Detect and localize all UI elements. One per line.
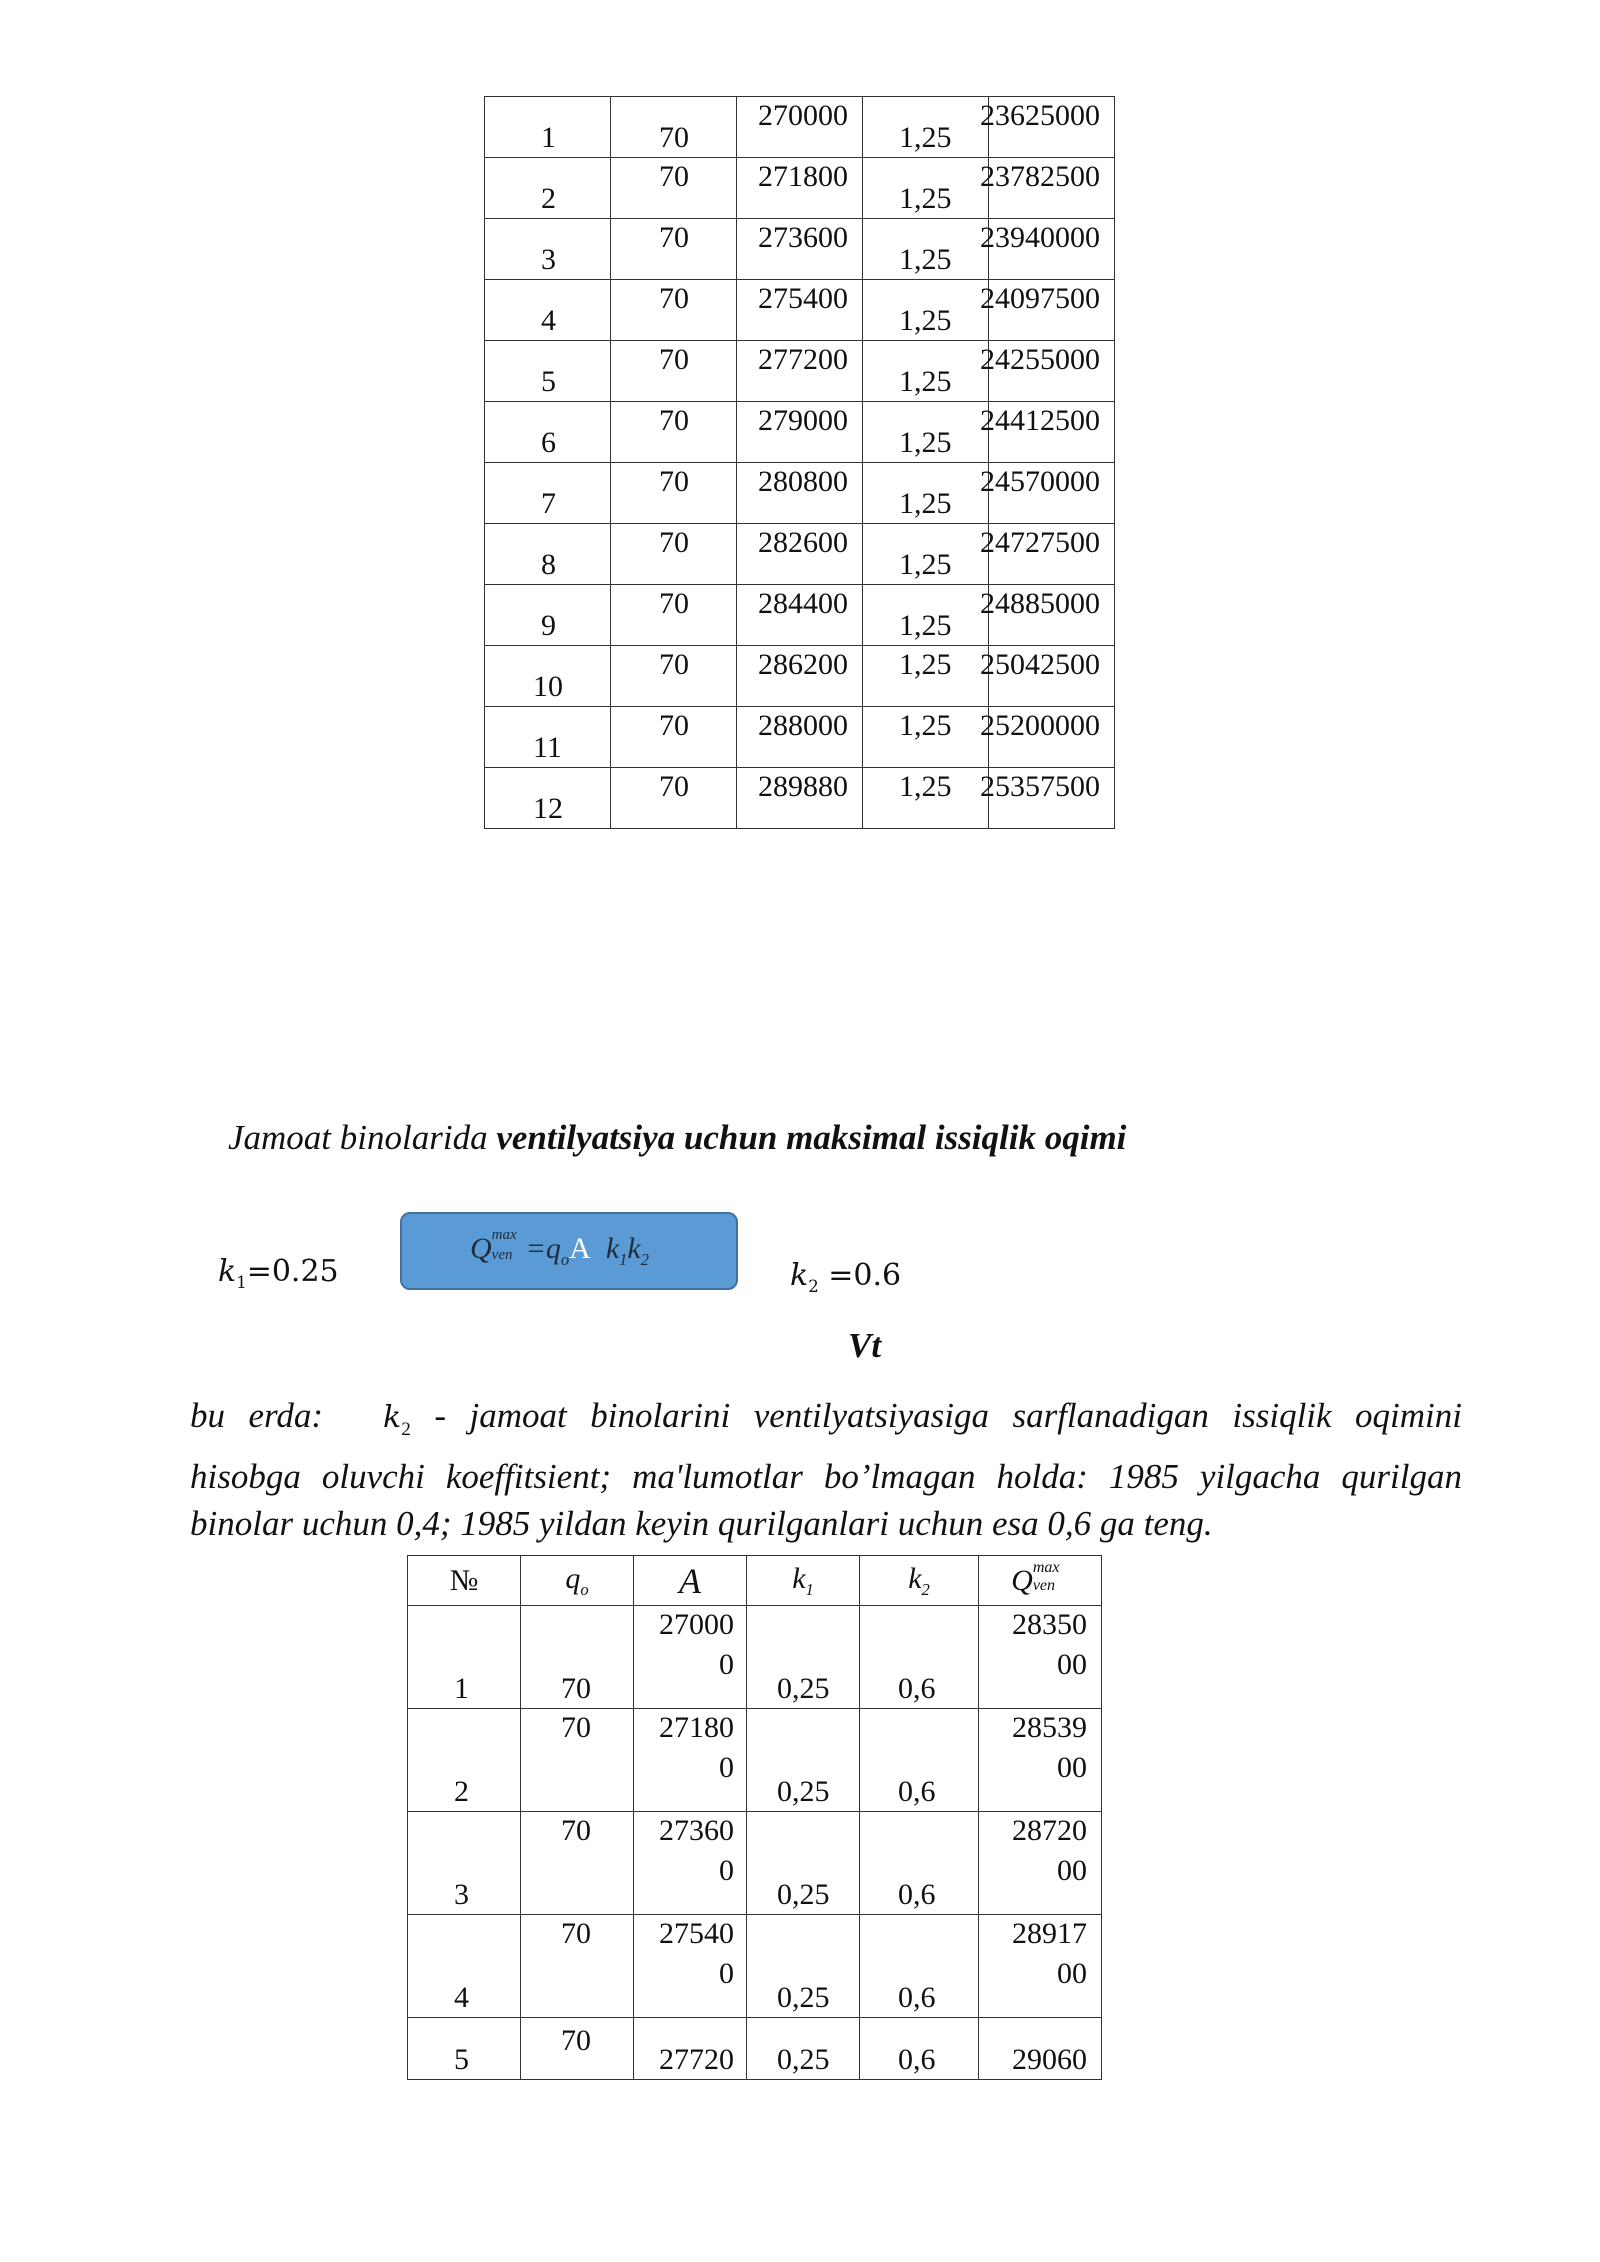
table1-value-a: 275400 — [758, 282, 848, 315]
calculation-table-2 — [407, 1555, 1102, 2080]
table1-value-v: 24255000 — [980, 343, 1100, 376]
table1-cell-v — [980, 768, 1115, 829]
table1-cell-a — [737, 97, 863, 158]
table2-row — [408, 1606, 1102, 1709]
table2-value-k1: 0,25 — [777, 1878, 830, 1911]
header-area: A — [634, 1556, 747, 1606]
table1-value-n: 2 — [541, 182, 556, 215]
table2-cell — [979, 1709, 1102, 1812]
table2-cell — [408, 1812, 521, 1915]
table1-cell-v — [980, 97, 1115, 158]
formula-k2-symbol: k — [627, 1232, 641, 1265]
table1-value-k: 1,25 — [899, 709, 952, 742]
table2-value-k2: 0,6 — [898, 2043, 936, 2076]
table2-cell — [408, 1915, 521, 2018]
table1-row — [485, 158, 1115, 219]
table2-cell — [747, 1812, 860, 1915]
table1-cell-a — [737, 402, 863, 463]
table1-value-v: 23940000 — [980, 221, 1100, 254]
formula-equals-q: =q — [525, 1232, 561, 1265]
table2-cell — [747, 1915, 860, 2018]
table2-value-v2: 00 — [1057, 1751, 1087, 1784]
table1-value-a: 284400 — [758, 587, 848, 620]
table2-value-k1: 0,25 — [777, 1672, 830, 1705]
table1-cell-v — [980, 707, 1115, 768]
table2-value-v2: 00 — [1057, 1957, 1087, 1990]
table1-value-n: 1 — [541, 121, 556, 154]
table1-value-n: 9 — [541, 609, 556, 642]
table1-value-n: 11 — [533, 731, 562, 764]
table2-value-v1: 28917 — [1012, 1917, 1087, 1950]
table1-cell-q — [611, 341, 737, 402]
table1-cell-v — [980, 585, 1115, 646]
table1-cell-v — [980, 463, 1115, 524]
table1-cell-a — [737, 768, 863, 829]
table1-value-a: 271800 — [758, 160, 848, 193]
table1-cell-k — [863, 768, 989, 829]
table1-cell-n — [485, 463, 611, 524]
table2-value-n: 1 — [454, 1672, 469, 1705]
header-k1 — [747, 1556, 860, 1606]
table1-value-n: 8 — [541, 548, 556, 581]
vt-label: Vt — [848, 1326, 882, 1365]
table2-value-k2: 0,6 — [898, 1775, 936, 1808]
table2-value-k1: 0,25 — [777, 1981, 830, 2014]
table2-value-v2: 00 — [1057, 1854, 1087, 1887]
table2-cell — [860, 2018, 979, 2080]
table1-cell-a — [737, 219, 863, 280]
table1-cell-n — [485, 402, 611, 463]
formula-k1-symbol: k — [605, 1232, 620, 1265]
table1-cell-q — [611, 402, 737, 463]
table2-value-a2: 0 — [719, 1854, 734, 1887]
table1-value-v: 24097500 — [980, 282, 1100, 315]
table2-cell — [408, 1709, 521, 1812]
table1-cell-n — [485, 158, 611, 219]
table1-value-n: 6 — [541, 426, 556, 459]
table1-row — [485, 463, 1115, 524]
table1-value-k: 1,25 — [899, 770, 952, 803]
table1-value-v: 24727500 — [980, 526, 1100, 559]
table2-value-a1: 27360 — [659, 1814, 734, 1847]
table1-cell-q — [611, 524, 737, 585]
table1-value-q: 70 — [659, 160, 689, 193]
table2-value-k2: 0,6 — [898, 1878, 936, 1911]
calculation-table-1 — [484, 96, 1115, 829]
table1-value-v: 24412500 — [980, 404, 1100, 437]
formula-q-superscript: max — [491, 1227, 517, 1243]
table1-value-n: 12 — [533, 792, 563, 825]
paragraph-lead: bu erda: — [190, 1396, 324, 1435]
header-k1-symbol: k — [792, 1561, 806, 1595]
table1-cell-q — [611, 280, 737, 341]
table1-cell-n — [485, 585, 611, 646]
table1-value-q: 70 — [659, 526, 689, 559]
table2-value-n: 4 — [454, 1981, 469, 2014]
table1-row — [485, 280, 1115, 341]
table2-cell — [860, 1709, 979, 1812]
table2-row — [408, 2018, 1102, 2080]
table1-value-q: 70 — [659, 282, 689, 315]
table1-value-a: 273600 — [758, 221, 848, 254]
table1-cell-k — [863, 585, 989, 646]
table1-row — [485, 524, 1115, 585]
header-number: № — [408, 1556, 521, 1606]
table1-cell-a — [737, 646, 863, 707]
table2-value-q: 70 — [561, 1917, 591, 1950]
table1-cell-q — [611, 585, 737, 646]
table2-cell — [634, 1915, 747, 2018]
table2-cell — [979, 2018, 1102, 2080]
table1-value-a: 280800 — [758, 465, 848, 498]
formula-q-symbol: Q — [470, 1232, 492, 1265]
table1-cell-k — [863, 280, 989, 341]
table1-value-v: 24570000 — [980, 465, 1100, 498]
table1-cell-n — [485, 219, 611, 280]
table1-cell-k — [863, 646, 989, 707]
table1-value-a: 279000 — [758, 404, 848, 437]
header-q-subscript: o — [580, 1579, 589, 1599]
k2-subscript: 2 — [808, 1277, 819, 1296]
table1-value-n: 10 — [533, 670, 563, 703]
formula-area-symbol: A — [569, 1232, 591, 1265]
table2-cell — [860, 1606, 979, 1709]
table2-cell — [860, 1812, 979, 1915]
table2-value-k2: 0,6 — [898, 1672, 936, 1705]
heading-plain-text: Jamoat binolarida — [228, 1118, 497, 1157]
header-Q-subscript: ven — [1032, 1576, 1056, 1594]
table2-value-a1: 27720 — [659, 2043, 734, 2076]
explanation-paragraph — [190, 1392, 1462, 1547]
table1-cell-k — [863, 707, 989, 768]
table1-value-q: 70 — [659, 221, 689, 254]
table1-value-q: 70 — [659, 770, 689, 803]
table1-cell-a — [737, 585, 863, 646]
formula-box — [400, 1212, 738, 1290]
table1-value-n: 3 — [541, 243, 556, 276]
table1-cell-n — [485, 646, 611, 707]
table2-cell — [747, 1606, 860, 1709]
table2-cell — [979, 1915, 1102, 2018]
table2-value-v1: 28720 — [1012, 1814, 1087, 1847]
paragraph-text: - jamoat binolarini ventilyatsiyasiga sarflanadigan issiqlik oqimini hisobga oluvchi koeffitsient; ma'lumotlar bo’lmagan holda: 1985 yilgacha qurilgan binolar uchun 0,4; 1985 yildan keyin qurilganlari uchun esa 0,6 ga teng. — [190, 1396, 1462, 1543]
table1-cell-a — [737, 341, 863, 402]
table1-value-a: 288000 — [758, 709, 848, 742]
k2-definition — [790, 1258, 901, 1296]
table1-cell-k — [863, 524, 989, 585]
table2-value-n: 2 — [454, 1775, 469, 1808]
table2-cell — [521, 1812, 634, 1915]
table1-cell-k — [863, 463, 989, 524]
k1-symbol: k — [218, 1254, 237, 1289]
table2-cell — [408, 2018, 521, 2080]
table2-cell — [634, 2018, 747, 2080]
header-k2 — [860, 1556, 979, 1606]
table1-cell-v — [980, 402, 1115, 463]
table2-value-n: 5 — [454, 2043, 469, 2076]
table1-cell-k — [863, 219, 989, 280]
table2-value-k1: 0,25 — [777, 1775, 830, 1808]
header-q-symbol: q — [565, 1561, 581, 1595]
table2-value-a1: 27180 — [659, 1711, 734, 1744]
table1-value-n: 7 — [541, 487, 556, 520]
k1-definition — [218, 1254, 339, 1292]
table1-cell-a — [737, 158, 863, 219]
table2-row — [408, 1709, 1102, 1812]
table1-value-v: 23625000 — [980, 99, 1100, 132]
table2-value-a1: 27540 — [659, 1917, 734, 1950]
table2-row — [408, 1812, 1102, 1915]
header-qmax — [979, 1556, 1102, 1606]
table2-cell — [521, 1606, 634, 1709]
table1-cell-v — [980, 158, 1115, 219]
table2-value-v1: 29060 — [1012, 2043, 1087, 2076]
table1-cell-a — [737, 463, 863, 524]
table1-cell-q — [611, 158, 737, 219]
table2-value-v2: 00 — [1057, 1648, 1087, 1681]
table1-cell-q — [611, 768, 737, 829]
table2-value-a2: 0 — [719, 1751, 734, 1784]
table1-cell-a — [737, 707, 863, 768]
table1-cell-q — [611, 219, 737, 280]
table2-value-q: 70 — [561, 1672, 591, 1705]
formula-expression — [470, 1227, 649, 1270]
table2-value-n: 3 — [454, 1878, 469, 1911]
table2-cell — [747, 1709, 860, 1812]
table1-value-a: 286200 — [758, 648, 848, 681]
header-k1-subscript: 1 — [805, 1579, 814, 1599]
table1-cell-v — [980, 341, 1115, 402]
header-k2-symbol: k — [908, 1561, 922, 1595]
table1-value-k: 1,25 — [899, 182, 952, 215]
header-Q-symbol: Q — [1011, 1563, 1033, 1597]
table2-cell — [634, 1812, 747, 1915]
table2-cell — [979, 1812, 1102, 1915]
table2-value-v1: 28539 — [1012, 1711, 1087, 1744]
table1-cell-q — [611, 463, 737, 524]
table1-cell-n — [485, 768, 611, 829]
table1-cell-k — [863, 158, 989, 219]
table1-value-v: 25357500 — [980, 770, 1100, 803]
table1-value-q: 70 — [659, 465, 689, 498]
table1-cell-n — [485, 341, 611, 402]
table1-value-v: 24885000 — [980, 587, 1100, 620]
k2-value: =0.6 — [818, 1258, 902, 1293]
table1-value-q: 70 — [659, 343, 689, 376]
table1-value-k: 1,25 — [899, 548, 952, 581]
table1-value-k: 1,25 — [899, 304, 952, 337]
table2-value-k1: 0,25 — [777, 2043, 830, 2076]
formula-q-subscript: ven — [491, 1247, 513, 1263]
table2-value-q: 70 — [561, 1711, 591, 1744]
table2-value-q: 70 — [561, 2024, 591, 2057]
k1-subscript: 1 — [236, 1273, 247, 1292]
table2-value-a1: 27000 — [659, 1608, 734, 1641]
table1-row — [485, 341, 1115, 402]
formula-k1-subscript: 1 — [619, 1250, 628, 1269]
table1-cell-n — [485, 280, 611, 341]
table1-cell-k — [863, 402, 989, 463]
table1-value-k: 1,25 — [899, 121, 952, 154]
table1-value-v: 23782500 — [980, 160, 1100, 193]
table1-value-k: 1,25 — [899, 365, 952, 398]
table1-value-a: 289880 — [758, 770, 848, 803]
table1-value-k: 1,25 — [899, 648, 952, 681]
table1-value-q: 70 — [659, 121, 689, 154]
table1-row — [485, 402, 1115, 463]
formula-q0-subscript: o — [560, 1250, 570, 1269]
table1-cell-k — [863, 97, 989, 158]
table1-cell-v — [980, 524, 1115, 585]
table1-row — [485, 768, 1115, 829]
table1-value-a: 277200 — [758, 343, 848, 376]
table2-value-a2: 0 — [719, 1648, 734, 1681]
heading-bold-text: ventilyatsiya uchun maksimal issiqlik oqimi — [496, 1118, 1127, 1157]
table2-header-row — [408, 1556, 1102, 1606]
table1-value-k: 1,25 — [899, 609, 952, 642]
table2-value-v1: 28350 — [1012, 1608, 1087, 1641]
table2-value-a2: 0 — [719, 1957, 734, 1990]
table1-value-a: 270000 — [758, 99, 848, 132]
table1-cell-q — [611, 707, 737, 768]
table1-row — [485, 646, 1115, 707]
table1-value-q: 70 — [659, 709, 689, 742]
table1-value-v: 25042500 — [980, 648, 1100, 681]
table1-row — [485, 707, 1115, 768]
header-Q-superscript: max — [1032, 1558, 1060, 1576]
table1-value-q: 70 — [659, 648, 689, 681]
table1-cell-v — [980, 219, 1115, 280]
header-q0 — [521, 1556, 634, 1606]
table1-cell-a — [737, 280, 863, 341]
table2-cell — [860, 1915, 979, 2018]
table1-value-q: 70 — [659, 587, 689, 620]
table2-cell — [747, 2018, 860, 2080]
table2-cell — [521, 1915, 634, 2018]
table1-row — [485, 585, 1115, 646]
table2-value-q: 70 — [561, 1814, 591, 1847]
table1-cell-v — [980, 646, 1115, 707]
k1-value: =0.25 — [246, 1254, 339, 1289]
table2-cell — [634, 1709, 747, 1812]
table1-value-k: 1,25 — [899, 426, 952, 459]
section-heading — [228, 1118, 1126, 1158]
paragraph-k-symbol: k — [383, 1400, 402, 1435]
table1-cell-v — [980, 280, 1115, 341]
paragraph-k-subscript: 2 — [401, 1419, 411, 1440]
formula-k2-subscript: 2 — [640, 1250, 649, 1269]
table1-cell-k — [863, 341, 989, 402]
header-k2-subscript: 2 — [921, 1579, 930, 1599]
k2-symbol: k — [790, 1258, 809, 1293]
table1-cell-n — [485, 97, 611, 158]
table1-cell-q — [611, 97, 737, 158]
table1-cell-q — [611, 646, 737, 707]
table1-cell-n — [485, 707, 611, 768]
table2-cell — [521, 2018, 634, 2080]
table1-row — [485, 97, 1115, 158]
table2-cell — [521, 1709, 634, 1812]
table1-value-n: 4 — [541, 304, 556, 337]
table1-value-k: 1,25 — [899, 243, 952, 276]
table2-cell — [408, 1606, 521, 1709]
table2-value-k2: 0,6 — [898, 1981, 936, 2014]
table1-value-q: 70 — [659, 404, 689, 437]
table1-row — [485, 219, 1115, 280]
table1-value-k: 1,25 — [899, 487, 952, 520]
table2-cell — [634, 1606, 747, 1709]
table1-cell-n — [485, 524, 611, 585]
table1-cell-a — [737, 524, 863, 585]
table2-row — [408, 1915, 1102, 2018]
table1-value-a: 282600 — [758, 526, 848, 559]
table1-value-n: 5 — [541, 365, 556, 398]
table2-cell — [979, 1606, 1102, 1709]
table1-value-v: 25200000 — [980, 709, 1100, 742]
